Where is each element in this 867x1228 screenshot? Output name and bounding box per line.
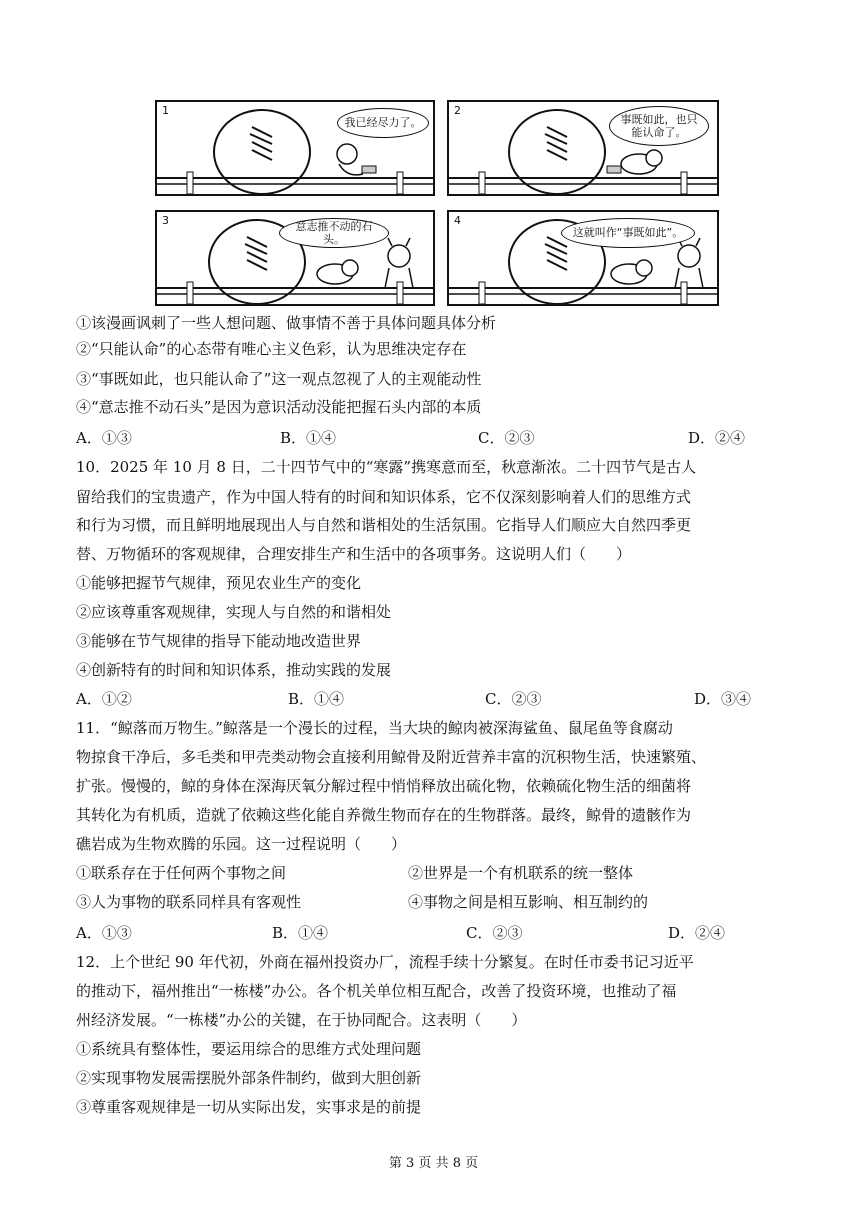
q12-stem-line: 州经济发展。“一栋楼”办公的关键，在于协同配合。这表明（ ） [76,1011,527,1029]
panel-number: 3 [162,214,169,227]
q11-option-c[interactable]: C．②③ [466,924,523,942]
q9-option-a[interactable]: A．①③ [76,429,132,447]
speech-bubble: 意志推不动的石头。 [279,218,389,248]
q11-option-a[interactable]: A．①③ [76,924,132,942]
q9-statement: ④“意志推不动石头”是因为意识活动没能把握石头内部的本质 [76,398,482,416]
q12-stem-line: 的推动下，福州推出“一栋楼”办公。各个机关单位相互配合，改善了投资环境，也推动了福 [76,982,677,1000]
panel-number: 1 [162,104,169,117]
q10-statement: ③能够在节气规律的指导下能动地改造世界 [76,632,362,650]
q10-option-b[interactable]: B．①④ [288,690,345,708]
panel-number: 2 [454,104,461,117]
q10-stem-line: 替、万物循环的客观规律，合理安排生产和生活中的各项事务。这说明人们（ ） [76,545,632,563]
q11-stem-line: 其转化为有机质，造就了依赖这些化能自养微生物而存在的生物群落。最终，鲸骨的遗骸作为 [76,806,692,824]
q10-statement: ②应该尊重客观规律，实现人与自然的和谐相处 [76,603,392,621]
q9-statement: ②“只能认命”的心态带有唯心主义色彩，认为思维决定存在 [76,340,467,358]
q10-option-c[interactable]: C．②③ [485,690,542,708]
q12-stem-line: 12．上个世纪 90 年代初，外商在福州投资办厂，流程手续十分繁复。在时任市委书记习近平 [76,953,694,971]
panel-number: 4 [454,214,461,227]
q9-option-d[interactable]: D．②④ [688,429,746,447]
q11-statement: ③人为事物的联系同样具有客观性 [76,893,302,911]
q10-stem-line: 和行为习惯，而且鲜明地展现出人与自然和谐相处的生活氛围。它指导人们顺应大自然四季更 [76,516,692,534]
q11-statement: ①联系存在于任何两个事物之间 [76,864,287,882]
q12-statement: ③尊重客观规律是一切从实际出发，实事求是的前提 [76,1098,422,1116]
q11-stem-line: 11．“鲸落而万物生。”鲸落是一个漫长的过程，当大块的鲸肉被深海鲨鱼、鼠尾鱼等食腐动 [76,719,673,737]
q11-statement: ④事物之间是相互影响、相互制约的 [408,893,649,911]
speech-bubble: 这就叫作“事既如此”。 [561,218,695,248]
page-footer: 第 3 页 共 8 页 [388,1156,479,1171]
q11-stem-line: 物掠食干净后，多毛类和甲壳类动物会直接利用鲸骨及附近营养丰富的沉积物生活，快速繁殖、 [76,748,707,766]
q9-statement: ①该漫画讽刺了一些人想问题、做事情不善于具体问题具体分析 [76,314,497,332]
comic-panel-3 [155,210,435,306]
comic-panel-4 [447,210,719,306]
q11-statement: ②世界是一个有机联系的统一整体 [408,864,634,882]
q10-statement: ①能够把握节气规律，预见农业生产的变化 [76,574,362,592]
q11-option-d[interactable]: D．②④ [668,924,726,942]
q10-statement: ④创新特有的时间和知识体系，推动实践的发展 [76,661,392,679]
speech-bubble: 事既如此，也只能认命了。 [609,106,709,146]
comic-panel-1 [155,100,435,196]
q9-option-b[interactable]: B．①④ [280,429,337,447]
q12-statement: ②实现事物发展需摆脱外部条件制约，做到大胆创新 [76,1069,422,1087]
q10-option-a[interactable]: A．①② [76,690,132,708]
q12-statement: ①系统具有整体性，要运用综合的思维方式处理问题 [76,1040,422,1058]
q10-option-d[interactable]: D．③④ [694,690,752,708]
q11-stem-line: 扩张。慢慢的，鲸的身体在深海厌氧分解过程中悄悄释放出硫化物，依赖硫化物生活的细菌将 [76,777,692,795]
q11-option-b[interactable]: B．①④ [272,924,329,942]
q11-stem-line: 礁岩成为生物欢腾的乐园。这一过程说明（ ） [76,835,407,853]
q10-stem-line: 10．2025 年 10 月 8 日，二十四节气中的“寒露”携寒意而至，秋意渐浓。二十四节气是古人 [76,458,697,476]
q10-stem-line: 留给我们的宝贵遗产，作为中国人特有的时间和知识体系，它不仅深刻影响着人们的思维方式 [76,488,692,506]
q9-statement: ③“事既如此，也只能认命了”这一观点忽视了人的主观能动性 [76,370,482,388]
comic-panel-2 [447,100,719,196]
comic-strip [155,100,715,305]
speech-bubble: 我已经尽力了。 [337,108,429,138]
q9-option-c[interactable]: C．②③ [478,429,535,447]
